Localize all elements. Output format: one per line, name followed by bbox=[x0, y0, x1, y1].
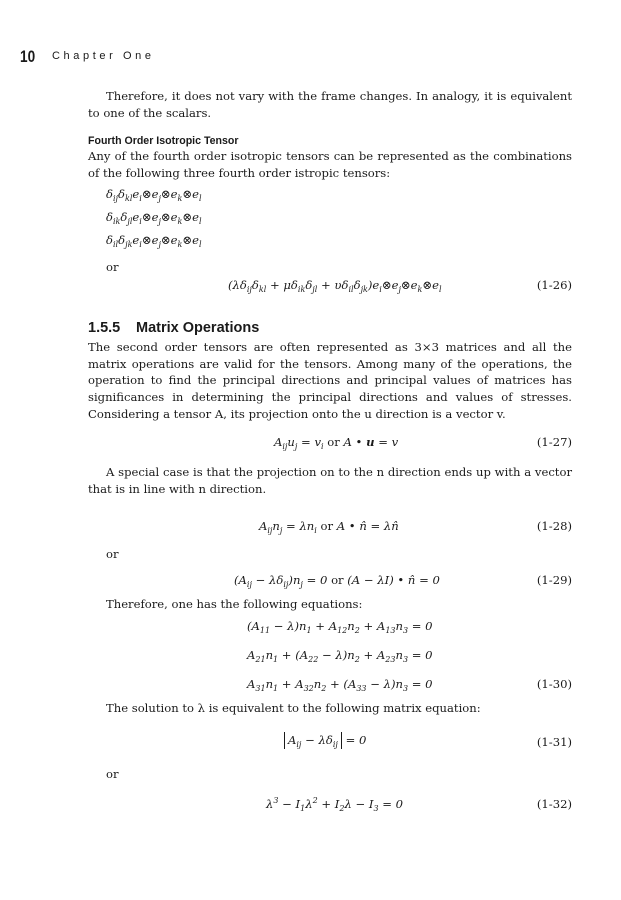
or-word-2: or bbox=[106, 546, 119, 561]
section-title: Matrix Operations bbox=[136, 319, 260, 336]
equation-1-30-line-1-expr: $(A_{11} - \lambda)n_1 + A_{12}n_2 + A_{13}n_3 = 0$ bbox=[247, 618, 433, 635]
equation-1-30-number: (1-30) bbox=[536, 676, 572, 691]
iso-tensor-3-expr: $\delta_{il}\delta_{jk}e_i\otimes e_j\otimes e_k\otimes e_l$ bbox=[106, 232, 202, 249]
equation-1-31 bbox=[88, 734, 572, 766]
equation-1-32 bbox=[88, 796, 572, 816]
paragraph-solution: The solution to λ is equivalent to the following matrix equation: bbox=[106, 700, 481, 715]
iso-tensor-2 bbox=[88, 209, 572, 232]
section-number: 1.5.5 bbox=[88, 319, 121, 336]
iso-tensor-1 bbox=[88, 186, 572, 209]
iso-tensor-3 bbox=[88, 232, 572, 259]
heading-fourth-order-isotropic: Fourth Order Isotropic Tensor bbox=[88, 135, 239, 148]
section-heading bbox=[88, 319, 572, 337]
equation-1-31-expr: $A_{ij} - \lambda\delta_{ij} = 0$ bbox=[284, 732, 366, 749]
paragraph-special-case: A special case is that the projection on to the n direction ends up with a vector that is in line with n direction. bbox=[88, 465, 572, 497]
page-body bbox=[88, 88, 572, 816]
equation-1-28-expr: $A_{ij}n_j = \lambda n_i$ or A • n̂ = λn̂ bbox=[259, 518, 399, 535]
equation-1-29-number: (1-29) bbox=[536, 572, 572, 587]
equation-1-31-number: (1-31) bbox=[536, 734, 572, 749]
iso-tensor-1-expr: $\delta_{ij}\delta_{kl}e_i\otimes e_j\otimes e_k\otimes e_l$ bbox=[106, 186, 202, 203]
equation-1-26-expr: ($\lambda\delta_{ij}\delta_{kl} + \mu\delta_{ik}\delta_{jl}$ + $\upsilon\delta_{il}\delta_{jk})e_i\otimes e_j\otimes e_k\otimes e_l$ bbox=[228, 277, 442, 294]
equation-1-30-line-2-expr: $A_{21}n_1 + (A_{22} - \lambda)n_2 + A_{23}n_3 = 0$ bbox=[247, 647, 433, 664]
equation-1-26 bbox=[88, 277, 572, 321]
equation-1-32-number: (1-32) bbox=[536, 796, 572, 811]
equation-1-27-number: (1-27) bbox=[536, 435, 572, 450]
paragraph-following-equations: Therefore, one has the following equations: bbox=[106, 596, 363, 611]
or-word: or bbox=[106, 259, 119, 274]
equation-1-26-number: (1-26) bbox=[536, 277, 572, 292]
iso-tensor-2-expr: $\delta_{ik}\delta_{jl}e_i\otimes e_j\otimes e_k\otimes e_l$ bbox=[106, 209, 202, 226]
equation-1-29-expr: $(A_{ij} - \lambda\delta_{ij})n_j = 0$ or (A − λI) • n̂ = 0 bbox=[234, 572, 440, 589]
equation-1-32-expr: $\lambda^3 - I_1\lambda^2 + I_2\lambda - I_3 = 0$ bbox=[266, 795, 404, 813]
paragraph-isotropic-combinations: Any of the fourth order isotropic tensors can be represented as the combinations of the following three fourth order istropic tensors: bbox=[88, 149, 572, 181]
equation-1-27 bbox=[88, 434, 572, 464]
page-number: 10 bbox=[20, 47, 36, 66]
equation-1-27-expr: $A_{ij}u_j = v_i$ or A • u = v bbox=[274, 435, 399, 452]
equation-1-28-number: (1-28) bbox=[536, 518, 572, 533]
equation-1-30-line-3 bbox=[88, 676, 572, 700]
equation-1-30-line-2 bbox=[88, 647, 572, 676]
equation-1-30-line-3-expr: $A_{31}n_1 + A_{32}n_2 + (A_{33} - \lambda)n_3 = 0$ bbox=[247, 676, 433, 693]
chapter-title: Chapter One bbox=[52, 50, 155, 62]
equation-1-28 bbox=[88, 518, 572, 546]
equation-1-29 bbox=[88, 572, 572, 596]
equation-1-30-line-1 bbox=[88, 618, 572, 647]
or-word-3: or bbox=[106, 766, 119, 781]
paragraph-frame-invariance: Therefore, it does not vary with the frame changes. In analogy, it is equivalent to one of the scalars. bbox=[88, 89, 572, 120]
paragraph-matrix-operations: The second order tensors are often represented as 3×3 matrices and all the matrix operations are valid for the tensors. Among many of the operations, the operation to find the principal directions and principal values of matrices has significances in determining the principal directions and values of stresses. Considering a tensor A, its projection onto the u direction is a vector v. bbox=[88, 339, 572, 421]
